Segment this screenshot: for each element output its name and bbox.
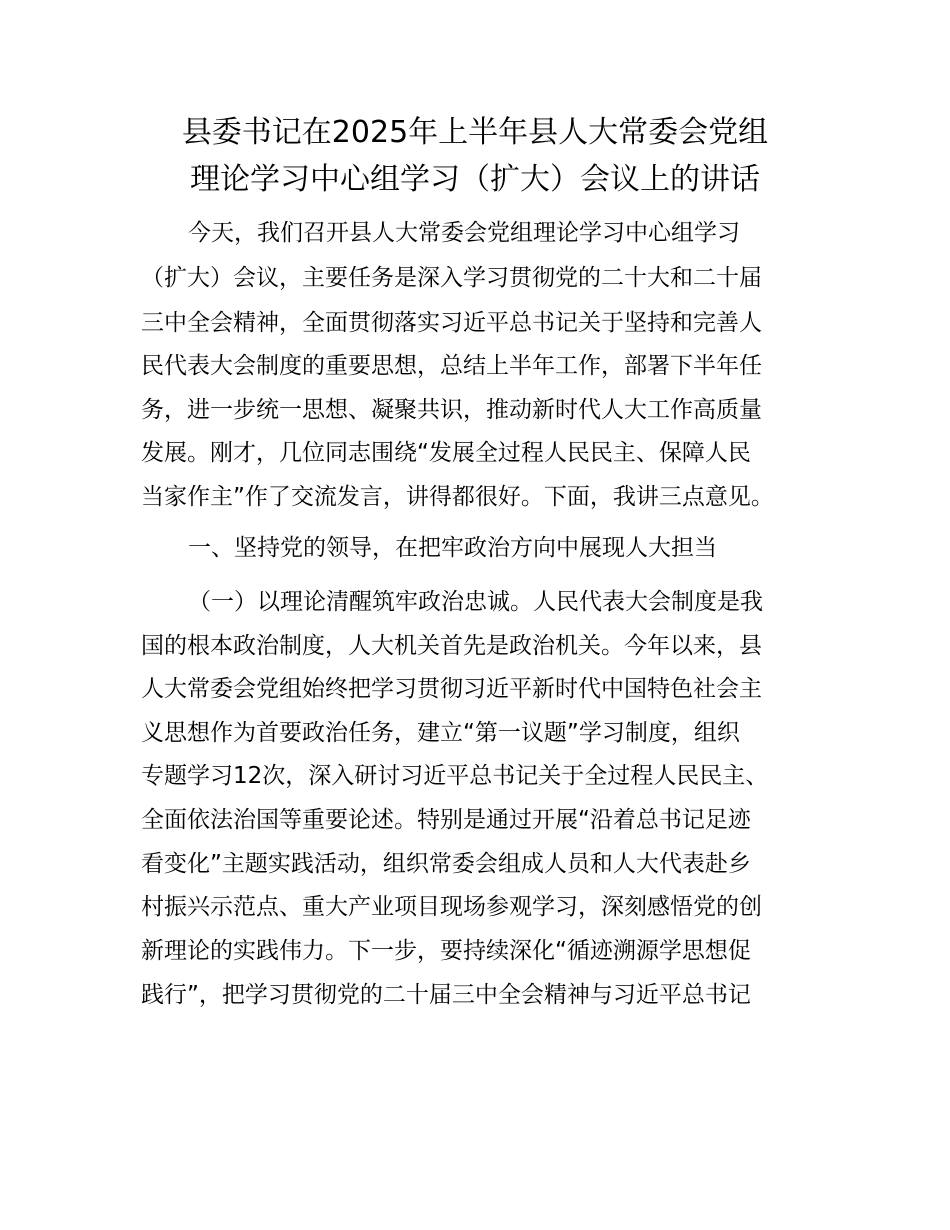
subsection-heading-line: （一）以理论清醒筑牢政治忠诚。人民代表大会制度是我 bbox=[188, 589, 763, 615]
body-line: 全面依法治国等重要论述。特别是通过开展“沿着总书记足迹 bbox=[141, 807, 751, 833]
document-title-line-1: 县委书记在2025年上半年县人大常委会党组 bbox=[181, 115, 769, 150]
body-line: 践行”，把学习贯彻党的二十届三中全会精神与习近平总书记 bbox=[141, 982, 751, 1008]
body-line: 民代表大会制度的重要思想，总结上半年工作，部署下半年任 bbox=[141, 353, 762, 379]
body-line: 看变化”主题实践活动，组织常委会组成人员和人大代表赴乡 bbox=[141, 851, 751, 877]
body-line: 务，进一步统一思想、凝聚共识，推动新时代人大工作高质量 bbox=[141, 397, 762, 423]
body-line: 国的根本政治制度，人大机关首先是政治机关。今年以来，县 bbox=[141, 633, 762, 659]
body-line: 义思想作为首要政治任务，建立“第一议题”学习制度，组织 bbox=[141, 720, 740, 746]
section-heading: 一、坚持党的领导，在把牢政治方向中展现人大担当 bbox=[188, 535, 717, 561]
body-line: 村振兴示范点、重大产业项目现场参观学习，深刻感悟党的创 bbox=[141, 894, 762, 920]
body-line: 今天，我们召开县人大常委会党组理论学习中心组学习 bbox=[188, 220, 740, 246]
body-line: 新理论的实践伟力。下一步，要持续深化“循迹溯源学思想促 bbox=[141, 938, 751, 964]
body-line: 发展。刚才，几位同志围绕“发展全过程人民民主、保障人民 bbox=[141, 440, 751, 466]
body-line: 专题学习12次，深入研讨习近平总书记关于全过程人民民主、 bbox=[141, 763, 769, 789]
body-line: 三中全会精神，全面贯彻落实习近平总书记关于坚持和完善人 bbox=[141, 310, 762, 336]
body-line: 人大常委会党组始终把学习贯彻习近平新时代中国特色社会主 bbox=[141, 676, 762, 702]
body-line: （扩大）会议，主要任务是深入学习贯彻党的二十大和二十届 bbox=[141, 265, 762, 291]
document-title-line-2: 理论学习中心组学习（扩大）会议上的讲话 bbox=[190, 162, 760, 197]
body-line: 当家作主”作了交流发言，讲得都很好。下面，我讲三点意见。 bbox=[141, 484, 774, 510]
